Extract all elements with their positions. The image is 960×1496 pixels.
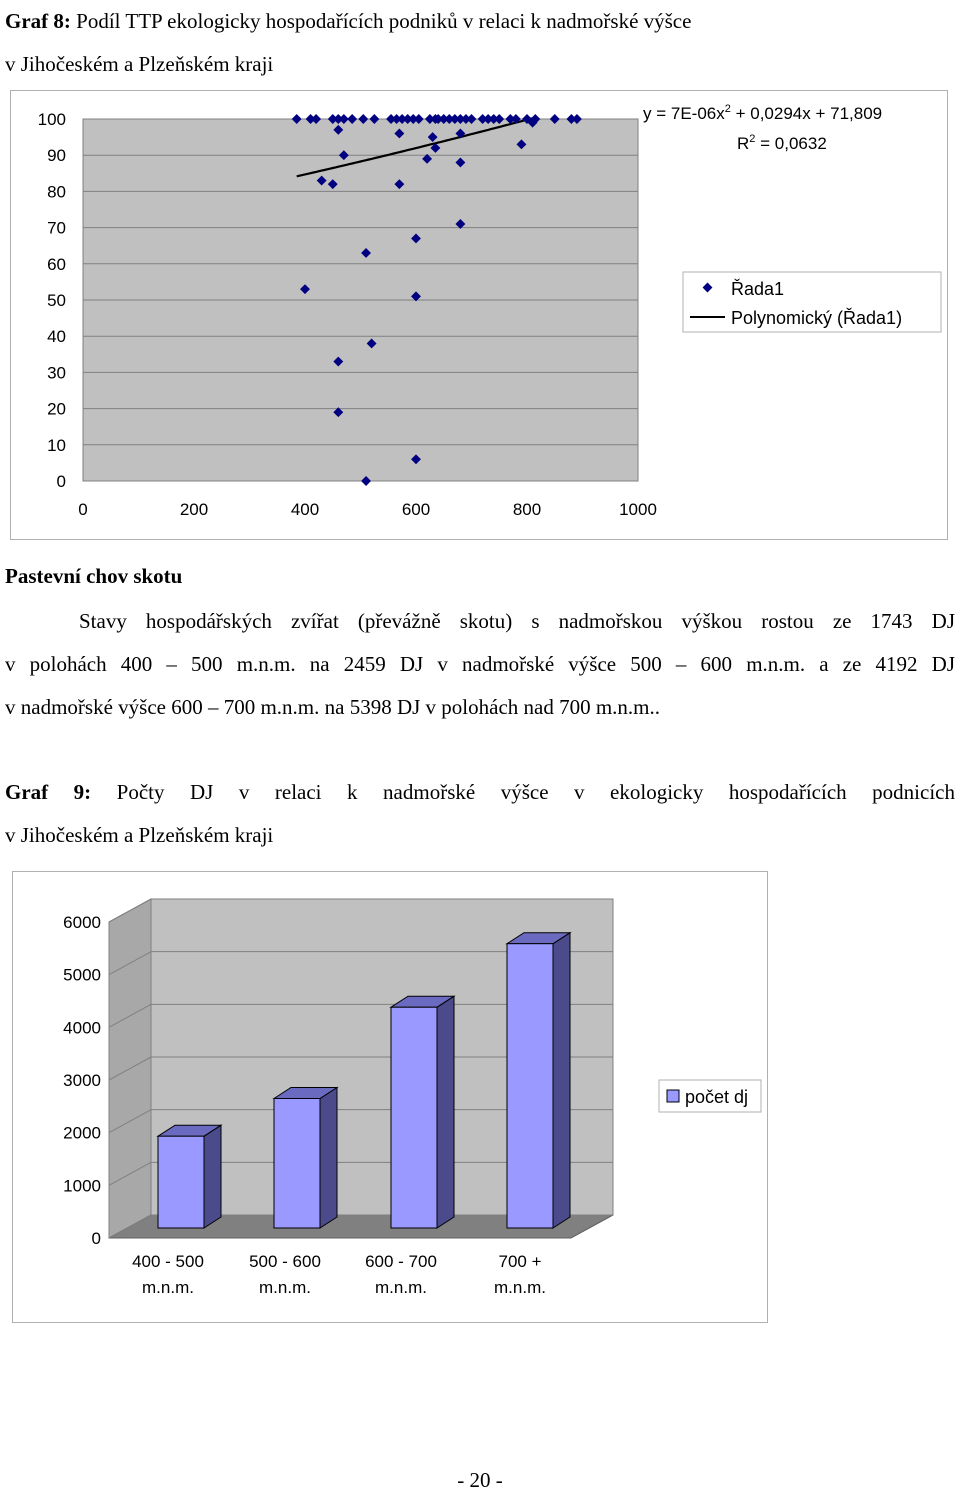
graph8-caption [5, 0, 955, 86]
chart-legend [683, 272, 941, 332]
bar-front [158, 1136, 204, 1228]
y-tick-label: 50 [47, 291, 66, 310]
bar-side [204, 1125, 221, 1228]
y-tick-label: 1000 [63, 1176, 101, 1196]
r2-label: $R^2 = 0,0632$ [737, 133, 827, 153]
y-tick-label: 70 [47, 218, 66, 238]
bar-front [507, 944, 553, 1228]
x-tick-labels [132, 1252, 546, 1297]
y-tick-label: 90 [47, 146, 66, 166]
legend-series-label: Řada1 [731, 279, 785, 299]
bar-side [553, 933, 570, 1228]
graph9-caption-region: v Jihočeském a Plzeňském kraji [5, 823, 274, 847]
y-tick-label: 30 [47, 363, 66, 383]
y-tick-label: 10 [47, 435, 66, 455]
graph9-caption-line1 [5, 771, 955, 814]
legend-label: počet dj [685, 1087, 749, 1107]
y-tick-label: 20 [47, 399, 66, 419]
y-tick-labels [63, 913, 101, 1248]
legend-swatch [667, 1090, 679, 1102]
paragraph-line-3: v nadmořské výšce 600 – 700 m.n.m. na 5398 DJ v polohách nad 700 m.n.m.. [5, 695, 660, 719]
graph9-caption [5, 771, 955, 857]
bar [507, 933, 570, 1228]
y-tick-label: 80 [47, 182, 66, 202]
y-tick-label: 0 [56, 472, 66, 491]
y-tick-label: 5000 [63, 965, 101, 985]
graph8-caption-label: Graf 8: [5, 9, 71, 33]
bar-chart [13, 872, 767, 1322]
x-tick-label: 400 [290, 500, 320, 519]
x-tick-label: 0 [78, 500, 88, 519]
y-tick-label: 2000 [63, 1123, 101, 1143]
x-tick-label: 200 [179, 500, 209, 519]
x-tick-label: 600 [401, 500, 431, 519]
x-tick-label: 600 - 700 m.n.m. [365, 1252, 437, 1297]
y-tick-label: 4000 [63, 1018, 101, 1038]
x-tick-label: 700 + m.n.m. [494, 1252, 546, 1297]
x-tick-label: 400 - 500 m.n.m. [132, 1252, 204, 1297]
y-tick-label: 0 [91, 1229, 101, 1248]
y-tick-label: 6000 [63, 913, 101, 932]
y-tick-label: 60 [47, 254, 66, 274]
y-tick-label: 100 [37, 110, 66, 129]
x-tick-label: 500 - 600 m.n.m. [249, 1252, 321, 1297]
x-tick-label: 1000 [619, 500, 657, 519]
chart-legend [659, 1080, 761, 1112]
bar-front [274, 1098, 320, 1228]
bar [274, 1087, 337, 1228]
graph9-caption-title: Počty DJ v relaci k nadmořské výšce v ekologicky hospodařících podnicích [116, 780, 955, 804]
bar-side [320, 1087, 337, 1228]
paragraph-line-2: v polohách 400 – 500 m.n.m. na 2459 DJ v nadmořské výšce 500 – 600 m.n.m. a ze 4192 DJ [5, 652, 955, 676]
bar-side [437, 996, 454, 1228]
bar [158, 1125, 221, 1228]
y-tick-label: 3000 [63, 1071, 101, 1090]
bar [391, 996, 454, 1228]
graph8-frame [10, 90, 948, 540]
graph8-caption-title: Podíl TTP ekologicky hospodařících podniků v relaci k nadmořské výšce [76, 9, 692, 33]
section-paragraph [5, 600, 955, 729]
graph8-caption-region: v Jihočeském a Plzeňském kraji [5, 52, 274, 76]
graph9-frame [12, 871, 768, 1323]
graph9-caption-label: Graf 9: [5, 780, 92, 804]
legend-trend-label: Polynomický (Řada1) [731, 308, 903, 328]
bar-front [391, 1007, 437, 1228]
y-tick-label: 40 [47, 327, 66, 347]
x-tick-label: 800 [512, 500, 542, 519]
y-tick-labels [38, 110, 66, 491]
paragraph-line-1: Stavy hospodářských zvířat (převážně skotu) s nadmořskou výškou rostou ze 1743 DJ [79, 609, 955, 633]
equation-label: $y = 7E-06x^2 + 0,0294x + 71,809$ [643, 103, 883, 123]
x-tick-labels [78, 500, 657, 519]
section-heading: Pastevní chov skotu [5, 564, 183, 588]
scatter-chart [11, 91, 947, 539]
page-number: - 20 - [457, 1468, 503, 1492]
